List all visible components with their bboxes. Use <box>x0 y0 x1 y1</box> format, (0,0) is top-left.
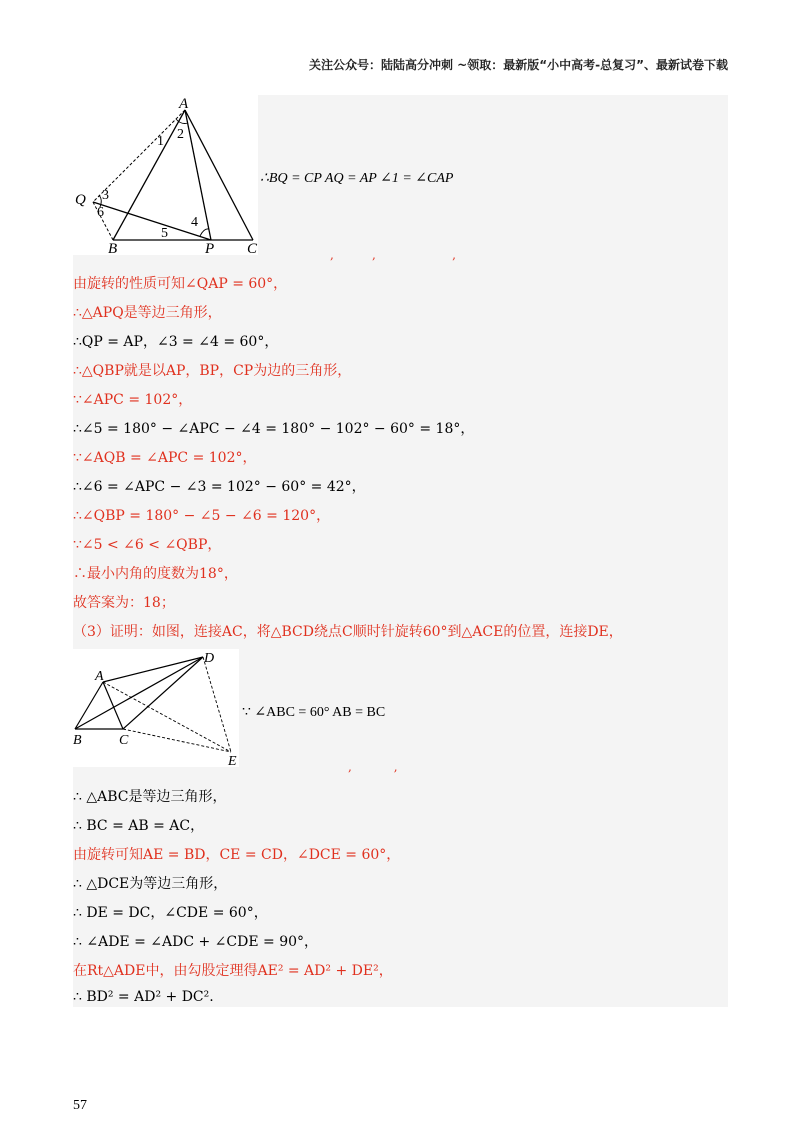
text-line-21: ∴ BD² = AD² + DC². <box>73 989 214 1005</box>
text-line-16: 由旋转可知AE = BD，CE = CD，∠DCE = 60°， <box>73 847 401 863</box>
text-line-14: ∴ △ABC是等边三角形， <box>73 789 227 805</box>
text-line-15: ∴ BC = AB = AC， <box>73 818 205 834</box>
label-e: E <box>228 754 237 767</box>
text-line-13: （3）证明：如图，连接AC，将△BCD绕点C顺时针旋转60°到△ACE的位置，连接DE， <box>73 624 623 640</box>
segment-cd <box>123 657 203 729</box>
segment-ad <box>103 657 203 682</box>
text-line-12: 故答案为：18； <box>73 595 175 611</box>
figure-triangle-abc-rotation <box>73 95 258 255</box>
text-line-2: ∴△APQ是等边三角形， <box>73 305 222 321</box>
label-q: Q <box>75 192 86 208</box>
label-angle-2: 2 <box>177 127 184 142</box>
label-angle-5: 5 <box>161 226 168 241</box>
label-a: A <box>179 96 189 112</box>
label-angle-3: 3 <box>102 188 109 203</box>
text-line-6: ∴∠5 = 180° − ∠APC − ∠4 = 180° − 102° − 60° = 18°， <box>73 421 475 437</box>
label-angle-4: 4 <box>191 215 198 230</box>
figure2-caption: ∵ ∠ABC = 60° AB = BC <box>242 705 386 720</box>
label-p: P <box>205 241 215 255</box>
angle-arc-p <box>200 229 209 236</box>
text-line-9: ∴∠QBP = 180° − ∠5 − ∠6 = 120°， <box>73 508 331 524</box>
text-line-1: 由旋转的性质可知∠QAP = 60°， <box>73 276 288 292</box>
page-number: 57 <box>73 1098 87 1113</box>
text-line-20: 在Rt△ADE中，由勾股定理得AE² = AD² + DE²， <box>73 963 393 979</box>
figure1-commas: , , , <box>330 248 456 262</box>
label-angle-6: 6 <box>97 205 104 220</box>
segment-ac <box>103 682 123 729</box>
text-line-19: ∴ ∠ADE = ∠ADC + ∠CDE = 90°， <box>73 934 319 950</box>
text-line-11: ∴最小内角的度数为18°， <box>73 566 238 582</box>
segment-ap <box>185 110 211 240</box>
label-a: A <box>95 669 104 684</box>
text-line-10: ∵∠5 < ∠6 < ∠QBP， <box>73 537 222 553</box>
label-angle-1: 1 <box>157 134 164 149</box>
geometry-diagram-2 <box>73 649 239 767</box>
text-line-3: ∴QP = AP，∠3 = ∠4 = 60°， <box>73 334 279 350</box>
figure2-commas: , , <box>348 760 398 774</box>
label-b: B <box>73 733 82 748</box>
label-b: B <box>108 241 118 255</box>
label-c: C <box>119 733 129 748</box>
text-line-17: ∴ △DCE为等边三角形， <box>73 876 228 892</box>
segment-ab <box>75 682 103 729</box>
label-d: D <box>204 651 215 666</box>
page-header: 关注公众号：陆陆高分冲刺 ~领取：最新版“小中高考-总复习”、最新试卷下载 <box>309 58 728 72</box>
figure1-caption: ∴BQ = CP AQ = AP ∠1 = ∠CAP <box>260 171 454 186</box>
label-c: C <box>247 241 258 255</box>
text-line-4: ∴△QBP就是以AP，BP，CP为边的三角形， <box>73 363 352 379</box>
text-line-18: ∴ DE = DC，∠CDE = 60°， <box>73 905 268 921</box>
figure-quadrilateral-abcd <box>73 649 239 767</box>
text-line-5: ∵∠APC = 102°， <box>73 392 193 408</box>
geometry-diagram-1 <box>73 95 258 255</box>
text-line-7: ∵∠AQB = ∠APC = 102°， <box>73 450 257 466</box>
segment-bd <box>75 657 203 729</box>
segment-ce-dashed <box>123 729 231 752</box>
text-line-8: ∴∠6 = ∠APC − ∠3 = 102° − 60° = 42°， <box>73 479 366 495</box>
segment-de-dashed <box>203 657 231 752</box>
